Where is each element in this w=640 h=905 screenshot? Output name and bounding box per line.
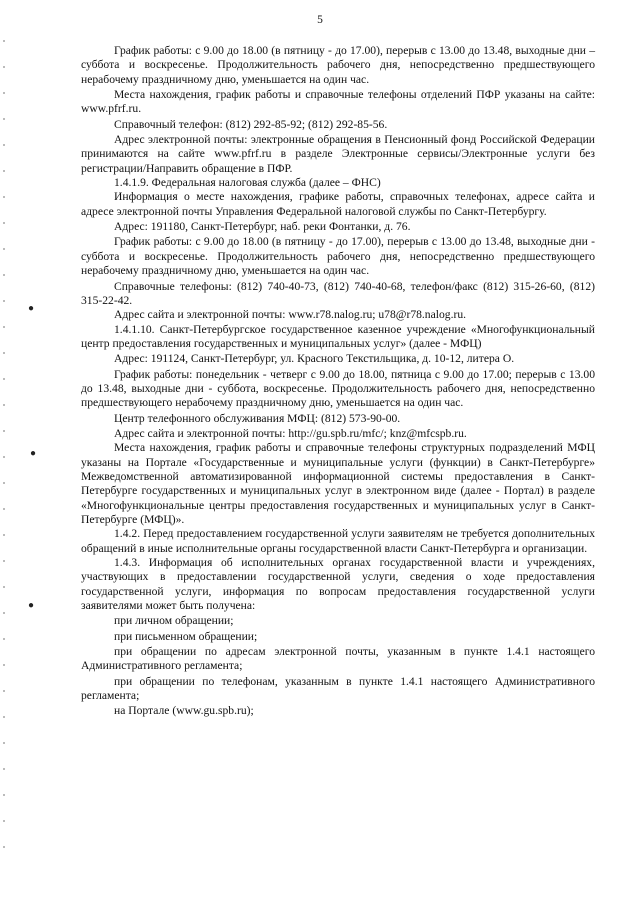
paragraph: График работы: понедельник - четверг с 9.00 до 18.00, пятница с 9.00 до 17.00; перерыв с 13.00 до 13.48, выходные дни - суббота, воскресенье. Продолжительность рабочего дня, непосредственно предшествующего нерабочему праздничному дню, уменьшается на один час. (81, 367, 595, 410)
paragraph: Адрес: 191180, Санкт-Петербург, наб. реки Фонтанки, д. 76. (114, 220, 411, 234)
list-item: при обращении по адресам электронной почты, указанным в пункте 1.4.1 настоящего Административного регламента; (81, 645, 595, 673)
scan-edge-marks (3, 40, 5, 860)
punch-hole-mark: ● (28, 600, 35, 611)
paragraph: Места нахождения, график работы и справочные телефоны отделений ПФР указаны на сайте: www.pfrf.ru. (81, 88, 595, 116)
section-heading: 1.4.1.9. Федеральная налоговая служба (далее – ФНС) (114, 176, 381, 190)
paragraph: Справочные телефоны: (812) 740-40-73, (812) 740-40-68, телефон/факс (812) 315-26-60, (812) 315-22-42. (81, 279, 595, 307)
section-heading: 1.4.2. Перед предоставлением государственной услуги заявителям не требуется дополнительных обращений в иные исполнительные органы государственной власти Санкт-Петербурга и организации. (81, 527, 595, 555)
paragraph: График работы: с 9.00 до 18.00 (в пятницу - до 17.00), перерыв с 13.00 до 13.48, выходные дни – суббота и воскресенье. Продолжительность рабочего дня, непосредственно предшествующего нерабочему праздничному дню, уменьшается на один час. (81, 44, 595, 86)
paragraph: Адрес: 191124, Санкт-Петербург, ул. Красного Текстильщика, д. 10-12, литера О. (114, 352, 515, 366)
page-number: 5 (317, 14, 323, 26)
paragraph: График работы: с 9.00 до 18.00 (в пятницу - до 17.00), перерыв с 13.00 до 13.48, выходные дни - суббота и воскресенье. Продолжительность рабочего дня, непосредственно предшествующего нерабочему праздничному дню, уменьшается на один час. (81, 235, 595, 278)
paragraph: Адрес электронной почты: электронные обращения в Пенсионный фонд Российской Федерации принимаются на сайте www.pfrf.ru в разделе Электронные сервисы/Электронные услуги без регистрации/Направить обращение в ПФР. (81, 133, 595, 175)
section-heading: 1.4.1.10. Санкт-Петербургское государственное казенное учреждение «Многофункциональный центр предоставления государственных и муниципальных услуг» (далее - МФЦ) (81, 322, 595, 350)
list-item: при письменном обращении; (114, 629, 258, 643)
paragraph: Адрес сайта и электронной почты: www.r78.nalog.ru; u78@r78.nalog.ru. (114, 308, 467, 322)
section-heading: 1.4.3. Информация об исполнительных органах государственной власти и учреждениях, участвующих в предоставлении государственной услуги, сведения о ходе предоставления государственной услуги, информация по вопросам предоставления государственной услуги заявителями может быть получена: (81, 556, 595, 613)
paragraph: Адрес сайта и электронной почты: http://gu.spb.ru/mfc/; knz@mfcspb.ru. (114, 426, 467, 440)
paragraph: Места нахождения, график работы и справочные телефоны структурных подразделений МФЦ указаны на Портале «Государственные и муниципальные услуги (функции) в Санкт-Петербурге» Межведомственной автоматизированной информационной системы предоставления в Санкт-Петербурге государственных и муниципальных услуг в электронном виде (далее - Портал) в разделе «Многофункциональные центры предоставления государственных и муниципальных услуг в Санкт-Петербурге (МФЦ)». (81, 441, 595, 526)
paragraph: Справочный телефон: (812) 292-85-92; (812) 292-85-56. (114, 117, 388, 131)
document-body (81, 44, 595, 719)
punch-hole-mark: ● (30, 448, 37, 459)
paragraph: Информация о месте нахождения, графике работы, справочных телефонах, адресе сайта и адресе электронной почты Управления Федеральной налоговой службы по Санкт-Петербургу. (81, 190, 595, 218)
list-item: при личном обращении; (114, 614, 234, 628)
punch-hole-mark: ● (28, 303, 35, 314)
paragraph: Центр телефонного обслуживания МФЦ: (812) 573-90-00. (114, 411, 401, 425)
list-item: при обращении по телефонам, указанным в пункте 1.4.1 настоящего Административного регламента; (81, 674, 595, 703)
list-item: на Портале (www.gu.spb.ru); (114, 704, 254, 718)
